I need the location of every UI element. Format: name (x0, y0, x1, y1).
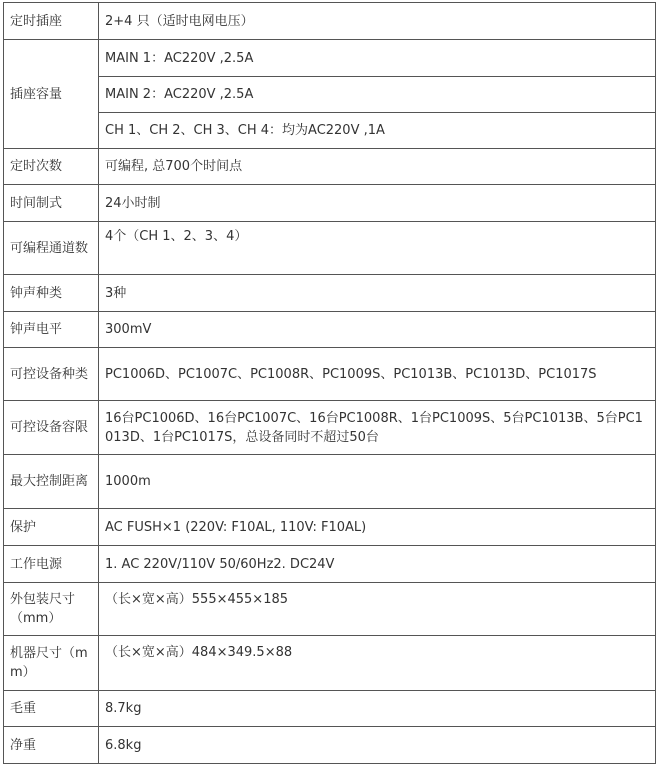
table-row (4, 222, 656, 275)
row-value: 1000m (99, 455, 656, 509)
row-label: 外包装尺寸（mm） (4, 583, 99, 636)
table-row (4, 149, 656, 185)
row-value: 3种 (99, 275, 656, 312)
table-row (4, 583, 656, 636)
row-value: 6.8kg (99, 727, 656, 764)
row-label: 可控设备种类 (4, 348, 99, 401)
row-value: （长×宽×高）555×455×185 (99, 583, 656, 636)
table-row (4, 727, 656, 764)
table-row (4, 312, 656, 348)
row-label: 保护 (4, 509, 99, 546)
row-label: 机器尺寸（mm） (4, 636, 99, 691)
row-value: CH 1、CH 2、CH 3、CH 4：均为AC220V ,1A (99, 113, 656, 149)
row-label: 工作电源 (4, 546, 99, 583)
row-label: 时间制式 (4, 185, 99, 222)
row-label: 毛重 (4, 691, 99, 727)
table-row (4, 455, 656, 509)
row-value: 16台PC1006D、16台PC1007C、16台PC1008R、1台PC1009S、5台PC1013B、5台PC1013D、1台PC1017S，总设备同时不超过50台 (99, 401, 656, 455)
row-label: 净重 (4, 727, 99, 764)
row-label: 可控设备容限 (4, 401, 99, 455)
table-row (4, 348, 656, 401)
table-row (4, 509, 656, 546)
row-value: （长×宽×高）484×349.5×88 (99, 636, 656, 691)
row-value: 1. AC 220V/110V 50/60Hz2. DC24V (99, 546, 656, 583)
table-row (4, 113, 656, 149)
row-value: 24小时制 (99, 185, 656, 222)
row-value: AC FUSH×1 (220V: F10AL, 110V: F10AL) (99, 509, 656, 546)
row-value: 8.7kg (99, 691, 656, 727)
table-row (4, 546, 656, 583)
row-value: 2+4 只（适时电网电压） (99, 3, 656, 40)
row-value: PC1006D、PC1007C、PC1008R、PC1009S、PC1013B、PC1013D、PC1017S (99, 348, 656, 401)
row-value: 300mV (99, 312, 656, 348)
row-label: 钟声种类 (4, 275, 99, 312)
row-value: MAIN 1：AC220V ,2.5A (99, 40, 656, 77)
spec-table (3, 2, 656, 764)
row-value: 4个（CH 1、2、3、4） (99, 222, 656, 275)
row-label: 插座容量 (4, 40, 99, 149)
row-label: 钟声电平 (4, 312, 99, 348)
row-value: MAIN 2：AC220V ,2.5A (99, 77, 656, 113)
table-row (4, 275, 656, 312)
row-label: 最大控制距离 (4, 455, 99, 509)
table-row (4, 401, 656, 455)
row-value: 可编程, 总700个时间点 (99, 149, 656, 185)
row-label: 定时插座 (4, 3, 99, 40)
table-row (4, 185, 656, 222)
row-label: 可编程通道数 (4, 222, 99, 275)
table-row (4, 77, 656, 113)
table-row (4, 40, 656, 77)
table-row (4, 3, 656, 40)
table-row (4, 691, 656, 727)
row-label: 定时次数 (4, 149, 99, 185)
table-row (4, 636, 656, 691)
